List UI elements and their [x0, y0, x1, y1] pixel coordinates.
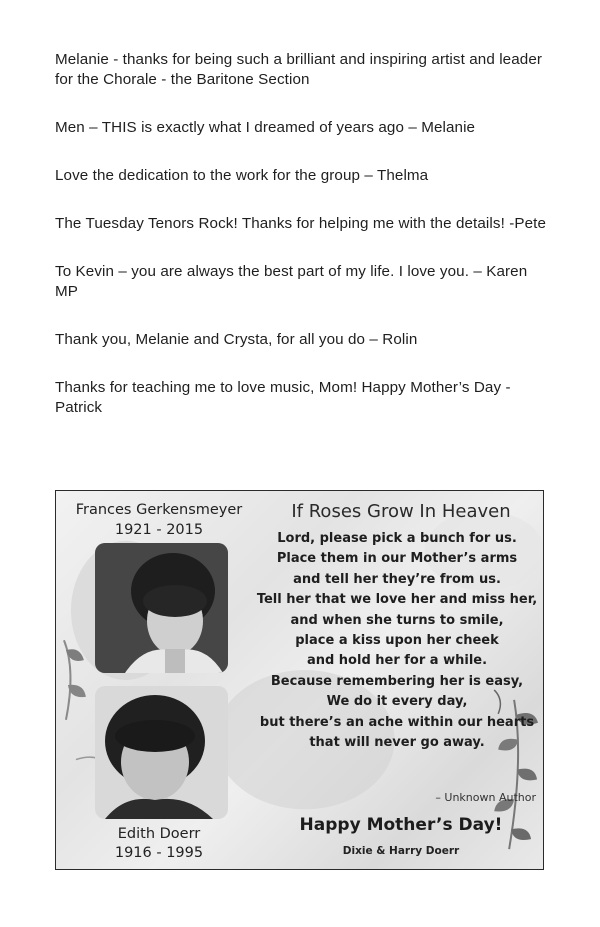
poem-line: place a kiss upon her cheek — [295, 633, 499, 649]
message: Men – THIS is exactly what I dreamed of years ago – Melanie — [55, 119, 476, 136]
signature: Dixie & Harry Doerr — [342, 845, 460, 857]
poem-line: and when she turns to smile, — [290, 612, 504, 628]
poem-line: Lord, please pick a bunch for us. — [277, 531, 517, 546]
message: The Tuesday Tenors Rock! Thanks for helping me with the details! -Pete — [55, 215, 547, 232]
message: To Kevin – you are always the best part of my life. I love you. – Karen MP — [55, 263, 528, 300]
poem-line: that will never go away. — [309, 735, 485, 751]
person2-name: Edith Doerr — [117, 826, 201, 842]
poem-line: but there’s an ache within our hearts — [259, 714, 535, 730]
message: Thank you, Melanie and Crysta, for all you do – Rolin — [55, 331, 418, 348]
poem-author: – Unknown Author — [435, 791, 536, 804]
greeting: Happy Mother’s Day! — [299, 815, 503, 835]
message: Melanie - thanks for being such a brilliant and inspiring artist and leader for the Chorale - the Baritone Section — [55, 51, 543, 88]
poem-text — [252, 529, 542, 753]
person1-photo — [95, 543, 228, 673]
poem-line: and hold her for a while. — [306, 653, 488, 669]
mothers-day-ad — [55, 490, 544, 870]
person1-years: 1921 - 2015 — [114, 522, 204, 538]
message: Thanks for teaching me to love music, Mom! Happy Mother’s Day - Patrick — [55, 379, 511, 416]
poem-line: Because remembering her is easy, — [270, 673, 524, 689]
message: Love the dedication to the work for the group – Thelma — [55, 167, 429, 184]
poem-line: Place them in our Mother’s arms — [276, 551, 518, 567]
poem-line: Tell her that we love her and miss her, — [256, 592, 538, 608]
poem-line: and tell her they’re from us. — [293, 571, 501, 587]
poem-line: We do it every day, — [326, 694, 468, 710]
person2-photo — [95, 686, 228, 819]
tribute-messages — [55, 50, 547, 446]
person2-years: 1916 - 1995 — [114, 845, 204, 861]
poem-title: If Roses Grow In Heaven — [291, 501, 511, 522]
person1-name: Frances Gerkensmeyer — [75, 502, 243, 518]
